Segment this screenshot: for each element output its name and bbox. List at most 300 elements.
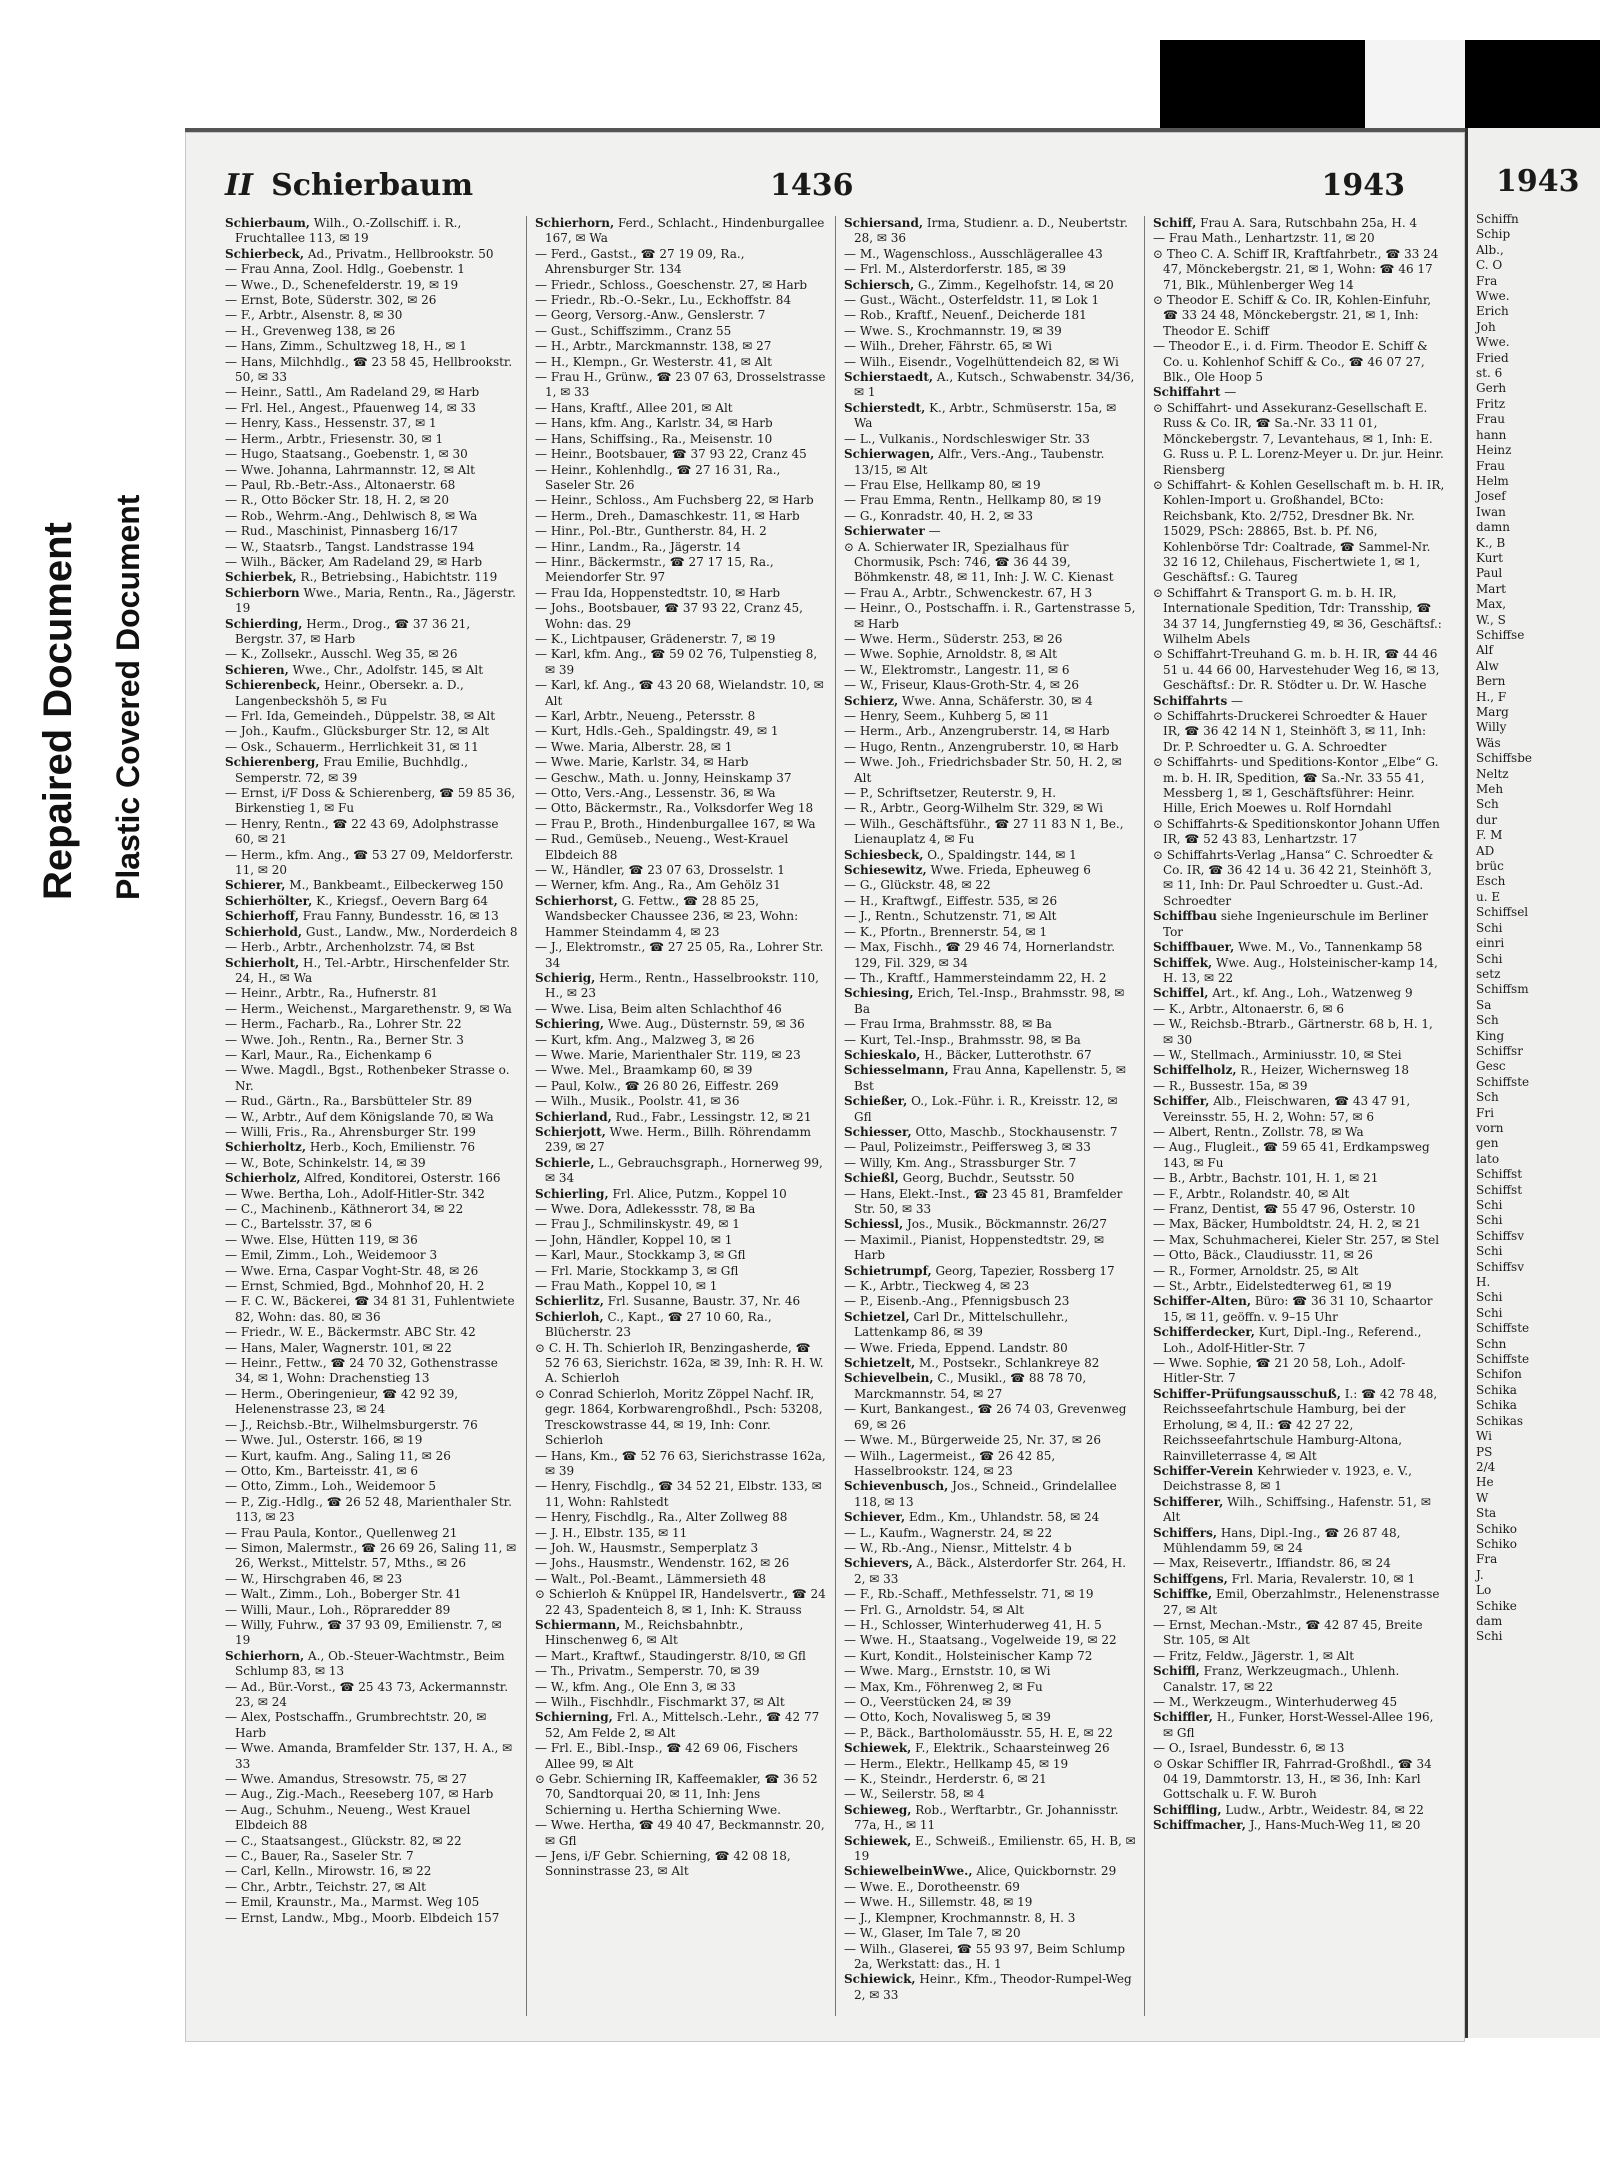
entry-text: — Kurt, kaufm. Ang., Saling 11, ✉ 26 (225, 1448, 451, 1463)
directory-entry (535, 493, 827, 508)
directory-entry (844, 1125, 1136, 1140)
directory-entry (535, 1002, 827, 1017)
entry-text: — Wwe. Bertha, Loh., Adolf-Hitler-Str. 342 (225, 1186, 485, 1201)
directory-entry (535, 216, 827, 247)
next-page-line: lato (1476, 1151, 1500, 1166)
directory-entry (844, 1911, 1136, 1926)
entry-text: — K., Lichtpauser, Grädenerstr. 7, ✉ 19 (535, 631, 776, 646)
directory-entry (225, 1911, 518, 1926)
entry-text: G. Fettw., ☎ 28 85 25, Wandsbecker Chaussee 236, ✉ 23, Wohn: Hammer Steindamm 4, ✉ 23 (545, 893, 799, 939)
directory-entry (535, 801, 827, 816)
entry-text: — Wwe. Sophie, Arnoldstr. 8, ✉ Alt (844, 647, 1057, 662)
entry-text: — Hinr., Landm., Ra., Jägerstr. 14 (535, 539, 741, 554)
directory-column-4 (1144, 216, 1453, 2016)
directory-entry (225, 1110, 518, 1125)
directory-entry (535, 540, 827, 555)
entry-text: — Frau P., Broth., Hindenburgallee 167, ✉ Wa (535, 816, 816, 831)
directory-entry (1153, 1695, 1445, 1710)
next-page-line: Erich (1476, 304, 1509, 319)
directory-entry (1153, 1264, 1445, 1279)
directory-entry (225, 355, 518, 386)
directory-entry (225, 925, 518, 940)
entry-text: — Henry, Seem., Kuhberg 5, ✉ 11 (844, 709, 1050, 723)
entry-surname: Schifferer, (1153, 1494, 1224, 1509)
entry-text: — Paul, Kolw., ☎ 26 80 26, Eiffestr. 269 (535, 1078, 779, 1093)
entry-text: — Franz, Dentist, ☎ 55 47 96, Osterstr. 10 (1153, 1202, 1416, 1216)
directory-entry (1153, 647, 1445, 693)
directory-entry (1153, 1556, 1445, 1571)
entry-text: Wwe. Frieda, Epheuweg 6 (926, 863, 1091, 878)
directory-entry (1153, 1125, 1445, 1140)
next-page-line: Frau (1476, 458, 1505, 473)
entry-text: — Hugo, Staatsang., Goebenstr. 1, ✉ 30 (225, 447, 468, 462)
directory-entry (844, 848, 1136, 863)
directory-entry (535, 355, 827, 370)
entry-text: Herm., Drog., ☎ 37 36 21, Bergstr. 37, ✉ Harb (235, 616, 471, 646)
entry-text: ⊙ A. Schierwater IR, Spezialhaus für Chormusik, Psch: 746, ☎ 36 44 39, Böhmkenstr. 48, ✉ 11, Inh: J. W. C. Kienast (844, 539, 1114, 585)
directory-entry (225, 724, 518, 739)
directory-entry (535, 1664, 827, 1679)
entry-surname: Schiffahrt (1153, 385, 1221, 400)
directory-entry (535, 1541, 827, 1556)
entry-surname: Schietzel, (844, 1309, 910, 1324)
entry-surname: Schierwater (844, 524, 925, 539)
entry-text: — Jens, i/F Gebr. Schierning, ☎ 42 08 18, Sonninstrasse 23, ✉ Alt (535, 1849, 791, 1879)
entry-text: ⊙ Schiffahrt- & Kohlen Gesellschaft m. b. H. IR, Kohlen-Import u. Großhandel, BCto: Reichsbank, Kto. 2/752, Dresdner Bk. Nr. 15029, PSch: 28865, Bst. b. Pf. N6, Kohlenbörse Tdr: Coaltrade, ☎ Sammel-Nr. 32 16 12, Chilehaus, Fischertwiete 1, ✉ 1, Geschäftsf.: G. Taureg (1153, 477, 1445, 585)
entry-text: — Herm., Weichenst., Margarethenstr. 9, ✉ Wa (225, 1001, 512, 1016)
directory-entry (225, 1772, 518, 1787)
directory-entry (535, 1618, 827, 1649)
entry-text: I.: ☎ 42 78 48, Reichsseefahrtschule Hamburg, bei der Erholung, ✉ 4, II.: ☎ 42 27 22, Reichsseefahrtschule Hamburg-Altona, Rainvilleterrasse 4, ✉ Alt (1163, 1386, 1438, 1463)
entry-text: — Ernst, i/F Doss & Schierenberg, ☎ 59 85 36, Birkenstieg 1, ✉ Fu (225, 786, 516, 816)
entry-text: — Herm., Oberingenieur, ☎ 42 92 39, Helenenstrasse 23, ✉ 24 (225, 1386, 459, 1417)
entry-text: — Wilh., Geschäftsführ., ☎ 27 11 83 N 1, Be., Lienauplatz 4, ✉ Fu (844, 816, 1124, 847)
entry-text: Frau Anna, Kapellenstr. 5, ✉ Bst (854, 1063, 1126, 1093)
entry-text: — Heinr., Sattl., Am Radeland 29, ✉ Harb (225, 385, 480, 400)
entry-text: Kehrwieder v. 1923, e. V., Deichstrasse 8, ✉ 1 (1163, 1463, 1412, 1494)
entry-text: — Kurt, Tel.-Insp., Brahmsstr. 98, ✉ Ba (844, 1032, 1081, 1047)
directory-entry (225, 909, 518, 924)
directory-entry (225, 1002, 518, 1017)
directory-entry (844, 1556, 1136, 1587)
entry-text: — W., Rb.-Ang., Niensr., Mittelstr. 4 b (844, 1540, 1072, 1555)
entry-text: — Hans, Km., ☎ 52 76 63, Sierichstrasse 162a, ✉ 39 (535, 1448, 826, 1478)
directory-entry (225, 416, 518, 431)
entry-text: — Frl. Marie, Stockkamp 3, ✉ Gfl (535, 1263, 739, 1278)
directory-entry (535, 586, 827, 601)
entry-surname: Schierenbeck, (225, 678, 321, 693)
entry-text: — Wwe. S., Krochmannstr. 19, ✉ 39 (844, 323, 1062, 338)
entry-text: — Frau Emma, Rentn., Hellkamp 80, ✉ 19 (844, 493, 1102, 508)
directory-entry (844, 786, 1136, 801)
entry-text: — Henry, Fischdlg., Ra., Alter Zollweg 88 (535, 1510, 788, 1525)
directory-columns (217, 216, 1453, 2016)
directory-entry (535, 878, 827, 893)
directory-entry (535, 401, 827, 416)
directory-entry (535, 1387, 827, 1449)
directory-entry (844, 694, 1136, 709)
entry-text: — Kurt, Bankangest., ☎ 26 74 03, Grevenweg 69, ✉ 26 (844, 1402, 1127, 1432)
directory-entry (535, 1680, 827, 1695)
directory-entry (535, 1695, 827, 1710)
running-head-name: Schierbaum (271, 168, 474, 203)
entry-text: — W., Elektromstr., Langestr. 11, ✉ 6 (844, 662, 1070, 677)
entry-surname: Schievers, (844, 1556, 913, 1571)
entry-text: — Heinr., Kohlenhdlg., ☎ 27 16 31, Ra., Saseler Str. 26 (535, 462, 781, 492)
directory-entry (535, 1279, 827, 1294)
next-page-line: Paul (1476, 566, 1503, 581)
directory-entry (535, 771, 827, 786)
directory-entry (535, 1217, 827, 1232)
directory-entry (844, 1741, 1136, 1756)
entry-text: — Wwe. Erna, Caspar Voght-Str. 48, ✉ 26 (225, 1263, 479, 1278)
entry-text: — (1227, 693, 1244, 708)
directory-entry (535, 647, 827, 678)
directory-entry (225, 1895, 518, 1910)
next-page-line: Fra (1476, 273, 1498, 288)
entry-text: — Hinr., Pol.-Btr., Guntherstr. 84, H. 2 (535, 524, 767, 539)
entry-text: — Ad., Bür.-Vorst., ☎ 25 43 73, Ackermannstr. 23, ✉ 24 (225, 1679, 509, 1709)
entry-text: Art., kf. Ang., Loh., Watzenweg 9 (1208, 986, 1413, 1001)
entry-text: — Wwe. Mel., Braamkamp 60, ✉ 39 (535, 1063, 753, 1078)
next-page-line: u. E (1476, 889, 1501, 904)
directory-entry (844, 1048, 1136, 1063)
next-page-line: Fri (1476, 1105, 1494, 1120)
entry-text: ⊙ Schiffahrt-Treuhand G. m. b. H. IR, ☎ 44 46 51 u. 44 66 00, Harvestehuder Weg 16, ✉ 13, Geschäftsf.: Dr. R. Stödter u. Dr. W. Hasche (1153, 647, 1440, 693)
directory-entry (844, 678, 1136, 693)
directory-entry (225, 1587, 518, 1602)
entry-surname: Schiesewitz, (844, 863, 927, 878)
directory-entry (225, 1325, 518, 1340)
entry-text: — Wwe. Amandus, Stresowstr. 75, ✉ 27 (225, 1772, 467, 1787)
entry-text: Otto, Maschb., Stockhausenstr. 7 (911, 1124, 1118, 1139)
entry-text: — Wwe. Sophie, ☎ 21 20 58, Loh., Adolf-Hitler-Str. 7 (1153, 1356, 1406, 1386)
next-page-line: Schike (1476, 1598, 1517, 1613)
directory-entry (844, 632, 1136, 647)
next-page-line: Schiko (1476, 1521, 1518, 1536)
entry-text: ⊙ Theodor E. Schiff & Co. IR, Kohlen-Einfuhr, ☎ 33 24 48, Mönckebergstr. 21, ✉ 1, Inh: Theodor E. Schiff (1153, 293, 1432, 338)
directory-entry (225, 1710, 518, 1741)
entry-text: E., Schweiß., Emilienstr. 65, H. B, ✉ 19 (854, 1833, 1136, 1864)
entry-surname: Schiessl, (844, 1217, 904, 1232)
directory-entry (844, 447, 1136, 478)
directory-entry (535, 308, 827, 323)
entry-text: — Karl, Maur., Ra., Eichenkamp 6 (225, 1047, 432, 1062)
directory-entry (225, 878, 518, 893)
entry-surname: Schiffer-Prüfungsausschuß, (1153, 1386, 1341, 1401)
entry-surname: Schiesser, (844, 1124, 912, 1139)
directory-entry (844, 1942, 1136, 1973)
entry-text: — W., Bote, Schinkelstr. 14, ✉ 39 (225, 1155, 426, 1170)
entry-surname: Schiffers, (1153, 1525, 1217, 1540)
directory-entry (535, 1017, 827, 1032)
directory-entry (844, 1895, 1136, 1910)
entry-surname: Schierig, (535, 970, 596, 985)
entry-surname: Schieskalo, (844, 1047, 921, 1062)
directory-entry (225, 647, 518, 662)
next-page-line: Schi (1476, 1244, 1503, 1259)
entry-text: — Max, Bäcker, Humboldtstr. 24, H. 2, ✉ 21 (1153, 1217, 1422, 1232)
directory-entry (844, 663, 1136, 678)
directory-entry (535, 894, 827, 940)
directory-entry (225, 385, 518, 400)
directory-entry (225, 1834, 518, 1849)
next-page-line: Fra (1476, 1552, 1498, 1567)
directory-entry (844, 740, 1136, 755)
entry-text: ⊙ Theo C. A. Schiff IR, Kraftfahrbetr., ☎ 33 24 47, Mönckebergstr. 21, ✉ 1, Wohn: ☎ 46 17 71, Blk., Mühlenberger Weg 14 (1153, 246, 1439, 292)
next-page-line: Schn (1476, 1336, 1507, 1351)
directory-entry (844, 1140, 1136, 1155)
directory-entry (535, 863, 827, 878)
entry-text: — Osk., Schauerm., Herrlichkeit 31, ✉ 11 (225, 739, 479, 754)
directory-entry (844, 1587, 1136, 1602)
directory-entry (844, 755, 1136, 786)
next-page-line: dam (1476, 1613, 1503, 1628)
directory-entry (844, 339, 1136, 354)
entry-surname: Schierning, (535, 1710, 613, 1725)
entry-text: — Friedr., Rb.-O.-Sekr., Lu., Eckhoffstr. 84 (535, 293, 792, 308)
directory-entry (844, 1541, 1136, 1556)
directory-entry (225, 216, 518, 247)
directory-entry (225, 1094, 518, 1109)
entry-text: — Albert, Rentn., Zollstr. 78, ✉ Wa (1153, 1124, 1364, 1139)
entry-text: Ferd., Schlacht., Hindenburgallee 167, ✉ Wa (545, 216, 825, 246)
directory-entry (535, 463, 827, 494)
next-page-line: dur (1476, 812, 1498, 827)
next-page-line: W., S (1476, 612, 1506, 627)
directory-entry (1153, 817, 1445, 848)
directory-entry (844, 1433, 1136, 1448)
entry-text: — Frau Paula, Kontor., Quellenweg 21 (225, 1525, 458, 1540)
directory-entry (844, 1341, 1136, 1356)
next-page-line: Josef (1476, 489, 1506, 504)
next-page-line: Schiffn (1476, 212, 1519, 226)
next-page-line: H. (1476, 1275, 1491, 1290)
directory-entry (225, 308, 518, 323)
directory-entry (844, 1649, 1136, 1664)
directory-entry (225, 432, 518, 447)
entry-text: — Ferd., Gastst., ☎ 27 19 09, Ra., Ahrensburger Str. 134 (535, 246, 745, 277)
entry-text: — Werner, kfm. Ang., Ra., Am Gehölz 31 (535, 878, 781, 893)
directory-entry (225, 709, 518, 724)
entry-text: Georg, Tapezier, Rossberg 17 (931, 1263, 1115, 1278)
entry-text: Wwe., Maria, Rentn., Ra., Jägerstr. 19 (235, 585, 516, 616)
directory-entry (225, 463, 518, 478)
entry-text: H., Funker, Horst-Wessel-Allee 196, ✉ Gfl (1163, 1710, 1434, 1740)
directory-entry (535, 1187, 827, 1202)
directory-entry (535, 832, 827, 863)
entry-text: C., Musikl., ☎ 88 78 70, Marckmannstr. 54, ✉ 27 (854, 1371, 1087, 1401)
directory-entry (844, 216, 1136, 247)
entry-text: — Karl, kfm. Ang., ☎ 59 02 76, Tulpenstieg 8, ✉ 39 (535, 647, 818, 677)
entry-surname: Schiffek, (1153, 955, 1213, 970)
entry-surname: Schiewick, (844, 1972, 916, 1987)
entry-text: R., Heizer, Wichernsweg 18 (1236, 1063, 1410, 1078)
directory-entry (844, 1926, 1136, 1941)
directory-entry (225, 401, 518, 416)
entry-text: ⊙ Schiffahrts- und Speditions-Kontor „Elbe“ G. m. b. H. IR, Spedition, ☎ Sa.-Nr. 33 55 41, Messberg 1, ✉ 1, Geschäftsführer: Heinr. Hille, Erich Moewes u. Rolf Horndahl (1153, 755, 1439, 816)
entry-text: — Hugo, Rentn., Anzengruberstr. 10, ✉ Harb (844, 739, 1119, 754)
entry-surname: Schiesing, (844, 986, 914, 1001)
entry-surname: Schiffer, (1153, 1094, 1210, 1109)
directory-entry (535, 370, 827, 401)
entry-surname: Schierstedt, (844, 400, 926, 415)
directory-entry (844, 540, 1136, 586)
entry-text: — Wwe. Joh., Rentn., Ra., Berner Str. 3 (225, 1032, 464, 1047)
next-page-line: King (1476, 1028, 1505, 1043)
entry-surname: Schieren, (225, 662, 289, 677)
entry-text: — H., Arbtr., Marckmannstr. 138, ✉ 27 (535, 339, 772, 354)
next-page-line: AD (1476, 843, 1495, 858)
directory-entry (844, 1972, 1136, 2003)
entry-surname: Schiffke, (1153, 1587, 1213, 1602)
entry-surname: Schievenbusch, (844, 1479, 949, 1494)
entry-text: — W., kfm. Ang., Ole Enn 3, ✉ 33 (535, 1679, 736, 1694)
entry-surname: Schiersch, (844, 277, 915, 292)
directory-entry (844, 1695, 1136, 1710)
directory-entry (225, 1140, 518, 1155)
directory-entry (225, 1787, 518, 1802)
entry-text: — J., Klempner, Krochmannstr. 8, H. 3 (844, 1910, 1076, 1925)
entry-text: F., Elektrik., Schaarsteinweg 26 (911, 1741, 1110, 1756)
directory-entry (535, 724, 827, 739)
entry-text: ⊙ Conrad Schierloh, Moritz Zöppel Nachf. IR, gegr. 1864, Korbwarengroßhdl., Psch: 53208, Tresckowstrasse 44, ✉ 19, Inh: Conr. Schierloh (535, 1386, 823, 1448)
directory-entry (1153, 1495, 1445, 1526)
directory-entry (1153, 1094, 1445, 1125)
directory-entry (225, 817, 518, 848)
next-page-line: einri (1476, 936, 1505, 951)
entry-text: Frl. Susanne, Baustr. 37, Nr. 46 (603, 1294, 801, 1309)
entry-text: — Wwe. Johanna, Lahrmannstr. 12, ✉ Alt (225, 462, 476, 477)
directory-column-1 (217, 216, 526, 2016)
next-page-line: Schi (1476, 951, 1503, 966)
entry-text: — Wwe. Hertha, ☎ 49 40 47, Beckmannstr. 20, ✉ Gfl (535, 1818, 825, 1848)
entry-text: Jos., Musik., Böckmannstr. 26/27 (903, 1217, 1107, 1232)
entry-text: A., Ob.-Steuer-Wachtmstr., Beim Schlump 83, ✉ 13 (235, 1648, 505, 1679)
entry-text: — Simon, Malermstr., ☎ 26 69 26, Saling 11, ✉ 26, Werkst., Mittelstr. 57, Mths., ✉ 26 (225, 1540, 517, 1571)
next-page-line: Joh (1476, 319, 1496, 334)
directory-entry (844, 1803, 1136, 1834)
repaired-document-label: Repaired Document (36, 522, 80, 900)
entry-text: — Rud., Gemüseb., Neueng., West-Krauel Elbdeich 88 (535, 832, 789, 862)
next-page-edge (1465, 128, 1600, 2038)
next-page-line: J. (1476, 1567, 1484, 1582)
directory-page (185, 128, 1465, 2042)
directory-entry (844, 1371, 1136, 1402)
entry-text: — C., Staatsangest., Glückstr. 82, ✉ 22 (225, 1833, 462, 1848)
entry-surname: Schieweg, (844, 1802, 912, 1817)
directory-entry (535, 278, 827, 293)
directory-entry (844, 817, 1136, 848)
directory-entry (844, 1864, 1136, 1879)
entry-text: Kurt, Dipl.-Ing., Referend., Loh., Adolf-Hitler-Str. 7 (1163, 1325, 1422, 1355)
entry-text: — Heinr., Schloss., Am Fuchsberg 22, ✉ Harb (535, 493, 814, 508)
next-page-lines (1476, 212, 1600, 1645)
directory-entry (535, 1310, 827, 1341)
entry-text: — Rob., Wehrm.-Ang., Dehlwisch 8, ✉ Wa (225, 508, 478, 523)
directory-entry (225, 940, 518, 955)
directory-entry (844, 1449, 1136, 1480)
entry-surname: Schierding, (225, 616, 303, 631)
entry-surname: Schiffer-Verein (1153, 1463, 1254, 1478)
entry-text: — Maximil., Pianist, Hoppenstedtstr. 29, ✉ Harb (844, 1232, 1105, 1263)
entry-surname: Schifferdecker, (1153, 1325, 1255, 1340)
entry-text: Wwe., Chr., Adolfstr. 145, ✉ Alt (288, 662, 484, 677)
entry-text: — W., Hirschgraben 46, ✉ 23 (225, 1571, 403, 1586)
entry-text: — Theodor E., i. d. Firm. Theodor E. Schiff & Co. u. Kohlenhof Schiff & Co., ☎ 46 07 27, Blk., Ole Hoop 5 (1153, 339, 1428, 385)
entry-text: — Wwe. Magdl., Bgst., Rothenbeker Strasse o. Nr. (225, 1063, 510, 1093)
directory-entry (225, 1017, 518, 1032)
entry-text: — G., Konradstr. 40, H. 2, ✉ 33 (844, 508, 1034, 523)
entry-text: Irma, Studienr. a. D., Neubertstr. 28, ✉ 36 (854, 216, 1128, 246)
entry-text: — P., Bäck., Bartholomäusstr. 55, H. E, ✉ 22 (844, 1725, 1113, 1740)
directory-entry (225, 478, 518, 493)
directory-entry (225, 755, 518, 786)
directory-entry (1153, 1063, 1445, 1078)
entry-text: Alice, Quickbornstr. 29 (972, 1864, 1117, 1879)
entry-text: — Th., Privatm., Semperstr. 70, ✉ 39 (535, 1664, 760, 1679)
next-page-line: Max, (1476, 597, 1507, 612)
next-page-line: Alb., (1476, 242, 1504, 257)
directory-entry (1153, 1202, 1445, 1217)
directory-entry (1153, 956, 1445, 987)
next-page-year: 1943 (1496, 164, 1580, 199)
entry-text: — Rob., Kraftf., Neuenf., Deicherde 181 (844, 308, 1087, 323)
entry-surname: Schiersand, (844, 216, 924, 230)
entry-surname: Schiffelholz, (1153, 1063, 1237, 1078)
entry-surname: Schiermann, (535, 1617, 621, 1632)
next-page-line: gen (1476, 1136, 1499, 1151)
next-page-line: setz (1476, 966, 1501, 981)
directory-entry (225, 1526, 518, 1541)
entry-text: — Hans, Milchhdlg., ☎ 23 58 45, Hellbrookstr. 50, ✉ 33 (225, 354, 513, 385)
entry-surname: Schievelbein, (844, 1371, 934, 1386)
entry-text: — Wwe. Lisa, Beim alten Schlachthof 46 (535, 1001, 782, 1016)
directory-entry (844, 1264, 1136, 1279)
entry-text: — Friedr., W. E., Bäckermstr. ABC Str. 42 (225, 1325, 476, 1340)
directory-entry (844, 1526, 1136, 1541)
directory-entry (1153, 1757, 1445, 1803)
directory-entry (844, 601, 1136, 632)
next-page-line: Schiffse (1476, 627, 1525, 642)
next-page-line: vorn (1476, 1120, 1504, 1135)
next-page-line: Schi (1476, 920, 1503, 935)
directory-entry (225, 678, 518, 709)
next-page-line: Gesc (1476, 1059, 1506, 1074)
entry-text: — Heinr., Arbtr., Ra., Hufnerstr. 81 (225, 986, 438, 1001)
directory-entry (844, 1156, 1136, 1171)
entry-text: — J. H., Elbstr. 135, ✉ 11 (535, 1525, 688, 1540)
directory-entry (225, 540, 518, 555)
directory-entry (535, 447, 827, 462)
directory-entry (535, 1526, 827, 1541)
directory-entry (225, 1849, 518, 1864)
next-page-line: Neltz (1476, 766, 1509, 781)
entry-text: — W., Staatsrb., Tangst. Landstrasse 194 (225, 539, 475, 554)
directory-entry (535, 1849, 827, 1880)
entry-text: — Herm., Dreh., Damaschkestr. 11, ✉ Harb (535, 508, 800, 523)
directory-entry (844, 1664, 1136, 1679)
directory-entry (225, 586, 518, 617)
entry-text: — Th., Kraftf., Hammersteindamm 22, H. 2 (844, 970, 1107, 985)
entry-text: — Wwe. Frieda, Eppend. Landstr. 80 (844, 1340, 1068, 1355)
entry-text: — Aug., Schuhm., Neueng., West Krauel Elbdeich 88 (225, 1802, 471, 1833)
directory-entry (225, 1171, 518, 1186)
directory-entry (1153, 694, 1445, 709)
entry-surname: Schierholtz, (225, 1140, 307, 1155)
entry-surname: Schiffgens, (1153, 1571, 1228, 1586)
entry-text: — W., Seilerstr. 58, ✉ 4 (844, 1787, 985, 1802)
